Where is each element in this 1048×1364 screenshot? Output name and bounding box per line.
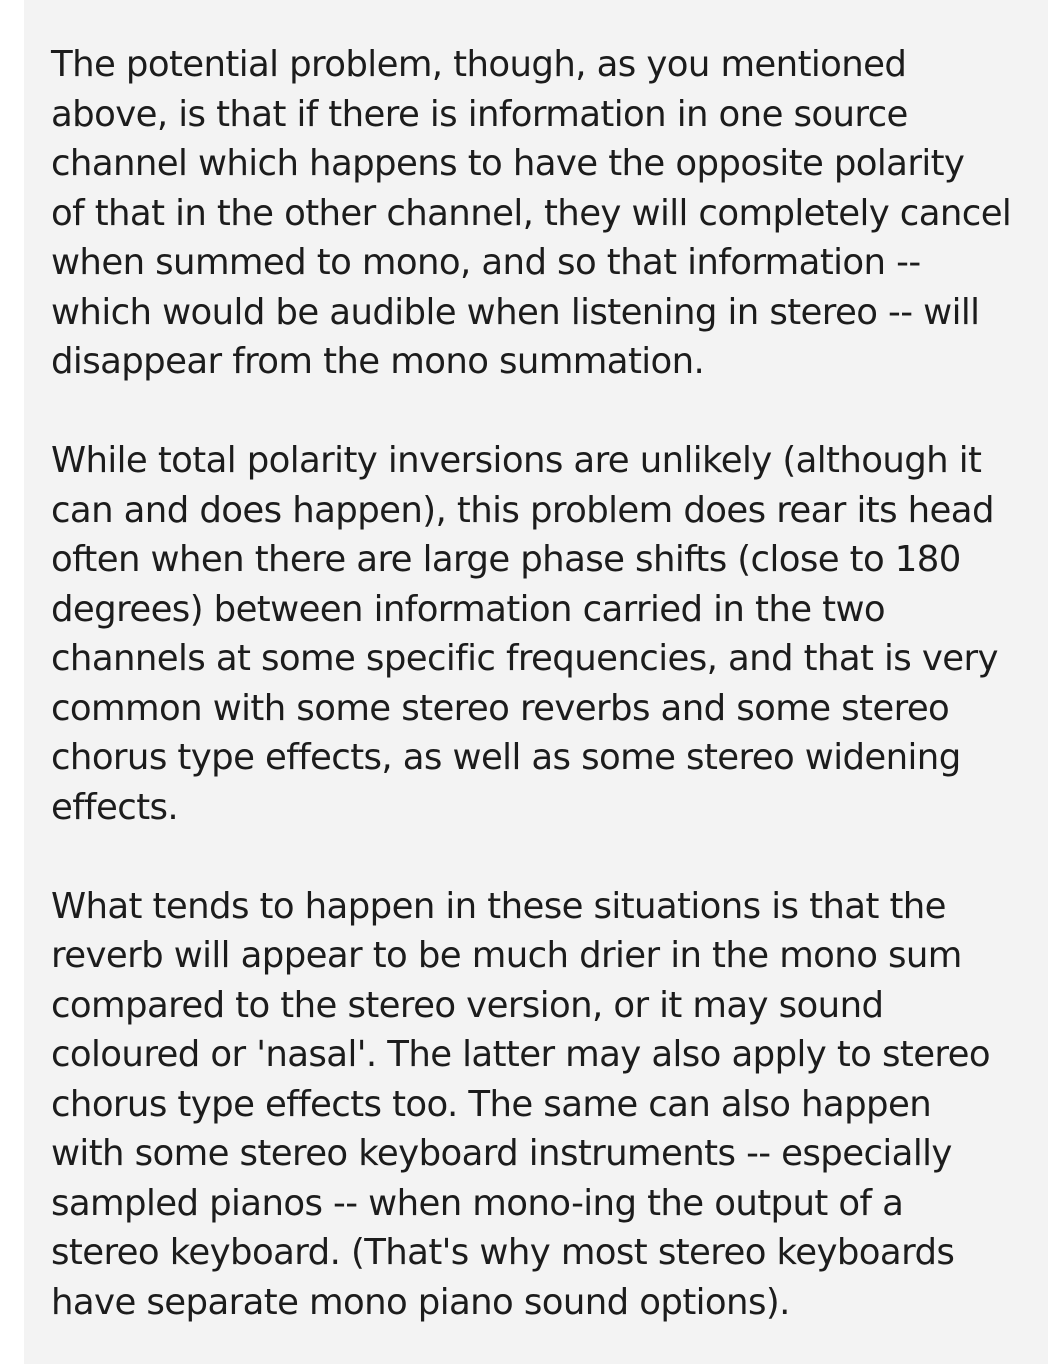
paragraph-polarity-problem: The potential problem, though, as you mentioned above, is that if there is information in one source channel which happens to have the opposite polarity of that in the other channel, they will completely cancel when summed to mono, and so that information -- which would be audible when listening in stereo -- will disappear from the mono summation. — [51, 44, 1012, 382]
post-card — [24, 0, 1048, 1364]
post-body — [51, 40, 1041, 1327]
paragraph-phase-shifts: While total polarity inversions are unlikely (although it can and does happen), this problem does rear its head often when there are large phase shifts (close to 180 degrees) between information carried in the two channels at some specific frequencies, and that is very common with some stereo reverbs and some stereo chorus type effects, as well as some stereo widening effects. — [51, 440, 998, 828]
paragraph-reverb-effects: What tends to happen in these situations is that the reverb will appear to be much drier in the mono sum compared to the stereo version, or it may sound coloured or 'nasal'. The latter may also apply to stereo chorus type effects too. The same can also happen with some stereo keyboard instruments -- especially sampled pianos -- when mono-ing the output of a stereo keyboard. (That's why most stereo keyboards have separate mono piano sound options). — [51, 885, 991, 1323]
